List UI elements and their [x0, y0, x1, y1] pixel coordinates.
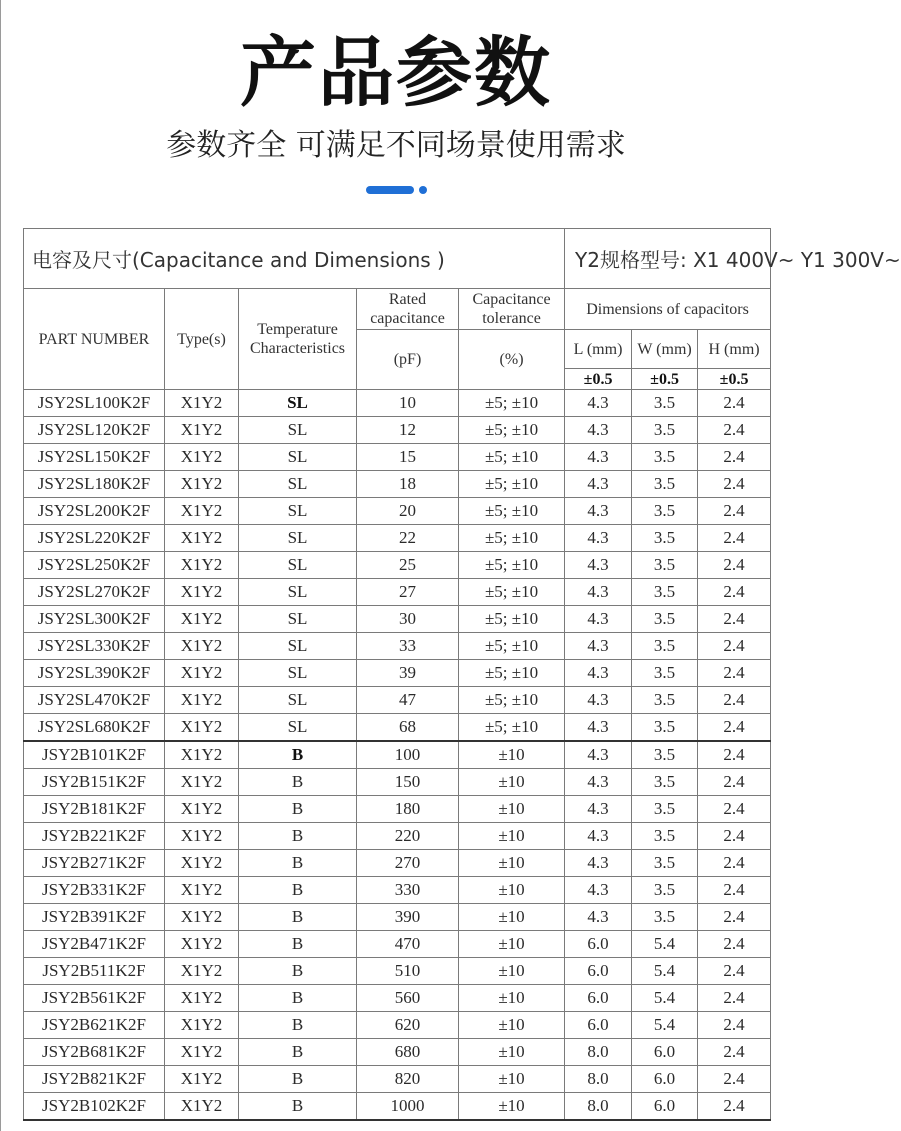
cell-type: X1Y2: [165, 850, 239, 877]
cell-height: 2.4: [698, 714, 771, 742]
cell-tolerance: ±10: [459, 877, 565, 904]
table-row: [24, 687, 771, 714]
cell-type: X1Y2: [165, 498, 239, 525]
table-row: [24, 1066, 771, 1093]
cell-capacitance: 620: [357, 1012, 459, 1039]
header-l-tolerance: ±0.5: [565, 369, 632, 390]
cell-width: 3.5: [632, 877, 698, 904]
cell-height: 2.4: [698, 741, 771, 769]
cell-part-number: JSY2SL680K2F: [24, 714, 165, 742]
cell-capacitance: 30: [357, 606, 459, 633]
cell-tolerance: ±5; ±10: [459, 552, 565, 579]
cell-type: X1Y2: [165, 904, 239, 931]
cell-width: 6.0: [632, 1093, 698, 1121]
cell-type: X1Y2: [165, 552, 239, 579]
cell-temperature: B: [239, 1093, 357, 1121]
cell-type: X1Y2: [165, 579, 239, 606]
cell-type: X1Y2: [165, 660, 239, 687]
cell-height: 2.4: [698, 606, 771, 633]
cell-height: 2.4: [698, 958, 771, 985]
cell-capacitance: 25: [357, 552, 459, 579]
cell-width: 3.5: [632, 904, 698, 931]
header-tolerance-unit: (%): [459, 330, 565, 390]
cell-part-number: JSY2SL220K2F: [24, 525, 165, 552]
cell-part-number: JSY2B821K2F: [24, 1066, 165, 1093]
cell-temperature: B: [239, 741, 357, 769]
cell-capacitance: 470: [357, 931, 459, 958]
cell-capacitance: 680: [357, 1039, 459, 1066]
table-row: [24, 931, 771, 958]
cell-type: X1Y2: [165, 1039, 239, 1066]
cell-width: 3.5: [632, 796, 698, 823]
header-l: L (mm): [565, 330, 632, 369]
cell-capacitance: 27: [357, 579, 459, 606]
cell-width: 3.5: [632, 498, 698, 525]
cell-width: 3.5: [632, 769, 698, 796]
table-row: [24, 958, 771, 985]
cell-type: X1Y2: [165, 606, 239, 633]
cell-tolerance: ±5; ±10: [459, 525, 565, 552]
page-subtitle: 参数齐全 可满足不同场景使用需求: [166, 128, 626, 163]
cell-type: X1Y2: [165, 1093, 239, 1121]
cell-height: 2.4: [698, 687, 771, 714]
cell-part-number: JSY2B621K2F: [24, 1012, 165, 1039]
cell-temperature: SL: [239, 633, 357, 660]
cell-tolerance: ±5; ±10: [459, 633, 565, 660]
cell-part-number: JSY2B391K2F: [24, 904, 165, 931]
cell-height: 2.4: [698, 931, 771, 958]
table-row: [24, 1012, 771, 1039]
cell-width: 3.5: [632, 850, 698, 877]
cell-tolerance: ±10: [459, 823, 565, 850]
cell-tolerance: ±10: [459, 850, 565, 877]
cell-height: 2.4: [698, 1093, 771, 1121]
cell-length: 4.3: [565, 390, 632, 417]
cell-width: 3.5: [632, 741, 698, 769]
cell-tolerance: ±5; ±10: [459, 579, 565, 606]
cell-temperature: B: [239, 985, 357, 1012]
cell-part-number: JSY2B271K2F: [24, 850, 165, 877]
cell-type: X1Y2: [165, 823, 239, 850]
cell-temperature: B: [239, 769, 357, 796]
page-title: 产品参数: [240, 28, 552, 117]
header-row-1: [24, 289, 771, 330]
table-row: [24, 985, 771, 1012]
header-rated-capacitance: Rated capacitance: [357, 289, 459, 330]
cell-tolerance: ±5; ±10: [459, 606, 565, 633]
cell-type: X1Y2: [165, 877, 239, 904]
cell-temperature: B: [239, 904, 357, 931]
cell-height: 2.4: [698, 823, 771, 850]
cell-height: 2.4: [698, 850, 771, 877]
cell-temperature: B: [239, 850, 357, 877]
header-h-tolerance: ±0.5: [698, 369, 771, 390]
cell-height: 2.4: [698, 877, 771, 904]
cell-temperature: B: [239, 823, 357, 850]
cell-temperature: SL: [239, 687, 357, 714]
cell-length: 4.3: [565, 525, 632, 552]
cell-part-number: JSY2B331K2F: [24, 877, 165, 904]
cell-tolerance: ±10: [459, 1039, 565, 1066]
cell-type: X1Y2: [165, 471, 239, 498]
header-w: W (mm): [632, 330, 698, 369]
cell-capacitance: 1000: [357, 1093, 459, 1121]
cell-capacitance: 560: [357, 985, 459, 1012]
cell-length: 4.3: [565, 606, 632, 633]
cell-capacitance: 22: [357, 525, 459, 552]
cell-temperature: B: [239, 796, 357, 823]
table-row: [24, 769, 771, 796]
cell-tolerance: ±10: [459, 1066, 565, 1093]
cell-temperature: SL: [239, 417, 357, 444]
cell-type: X1Y2: [165, 958, 239, 985]
cell-type: X1Y2: [165, 390, 239, 417]
table-banner-row: [24, 229, 771, 289]
cell-temperature: SL: [239, 660, 357, 687]
cell-type: X1Y2: [165, 769, 239, 796]
cell-length: 4.3: [565, 552, 632, 579]
cell-length: 4.3: [565, 579, 632, 606]
cell-temperature: SL: [239, 498, 357, 525]
cell-tolerance: ±5; ±10: [459, 390, 565, 417]
cell-tolerance: ±10: [459, 904, 565, 931]
cell-width: 6.0: [632, 1066, 698, 1093]
cell-temperature: B: [239, 1039, 357, 1066]
cell-part-number: JSY2B221K2F: [24, 823, 165, 850]
cell-capacitance: 100: [357, 741, 459, 769]
cell-part-number: JSY2B561K2F: [24, 985, 165, 1012]
cell-width: 3.5: [632, 552, 698, 579]
cell-height: 2.4: [698, 1066, 771, 1093]
cell-height: 2.4: [698, 1012, 771, 1039]
cell-temperature: SL: [239, 471, 357, 498]
cell-part-number: JSY2SL270K2F: [24, 579, 165, 606]
cell-length: 4.3: [565, 823, 632, 850]
table-row: [24, 525, 771, 552]
table-row: [24, 633, 771, 660]
cell-capacitance: 390: [357, 904, 459, 931]
cell-tolerance: ±5; ±10: [459, 498, 565, 525]
cell-part-number: JSY2SL120K2F: [24, 417, 165, 444]
table-row: [24, 417, 771, 444]
cell-tolerance: ±10: [459, 741, 565, 769]
cell-length: 4.3: [565, 687, 632, 714]
cell-part-number: JSY2SL300K2F: [24, 606, 165, 633]
banner-right: Y2规格型号: X1 400V~ Y1 300V~: [565, 229, 771, 289]
header-tolerance: Capacitance tolerance: [459, 289, 565, 330]
cell-length: 8.0: [565, 1093, 632, 1121]
cell-width: 3.5: [632, 579, 698, 606]
table-row: [24, 552, 771, 579]
cell-temperature: B: [239, 931, 357, 958]
table-row: [24, 1039, 771, 1066]
cell-tolerance: ±5; ±10: [459, 471, 565, 498]
cell-temperature: SL: [239, 444, 357, 471]
cell-capacitance: 270: [357, 850, 459, 877]
cell-tolerance: ±5; ±10: [459, 660, 565, 687]
cell-temperature: B: [239, 877, 357, 904]
cell-length: 4.3: [565, 877, 632, 904]
cell-capacitance: 20: [357, 498, 459, 525]
table-row: [24, 606, 771, 633]
cell-tolerance: ±10: [459, 769, 565, 796]
cell-width: 3.5: [632, 390, 698, 417]
cell-type: X1Y2: [165, 985, 239, 1012]
table-row: [24, 877, 771, 904]
cell-length: 6.0: [565, 958, 632, 985]
cell-type: X1Y2: [165, 633, 239, 660]
cell-width: 3.5: [632, 687, 698, 714]
cell-tolerance: ±10: [459, 985, 565, 1012]
cell-capacitance: 510: [357, 958, 459, 985]
table-row: [24, 579, 771, 606]
table-row: [24, 444, 771, 471]
cell-type: X1Y2: [165, 1066, 239, 1093]
cell-width: 3.5: [632, 606, 698, 633]
cell-length: 6.0: [565, 931, 632, 958]
cell-width: 3.5: [632, 714, 698, 742]
cell-part-number: JSY2SL150K2F: [24, 444, 165, 471]
cell-height: 2.4: [698, 525, 771, 552]
accent-dot: [419, 186, 427, 194]
cell-capacitance: 820: [357, 1066, 459, 1093]
cell-height: 2.4: [698, 633, 771, 660]
cell-part-number: JSY2SL470K2F: [24, 687, 165, 714]
cell-height: 2.4: [698, 904, 771, 931]
table-row: [24, 850, 771, 877]
cell-height: 2.4: [698, 498, 771, 525]
cell-type: X1Y2: [165, 796, 239, 823]
cell-height: 2.4: [698, 444, 771, 471]
cell-type: X1Y2: [165, 417, 239, 444]
cell-capacitance: 33: [357, 633, 459, 660]
cell-type: X1Y2: [165, 687, 239, 714]
cell-type: X1Y2: [165, 525, 239, 552]
cell-part-number: JSY2B181K2F: [24, 796, 165, 823]
table-row: [24, 796, 771, 823]
cell-height: 2.4: [698, 471, 771, 498]
cell-length: 8.0: [565, 1066, 632, 1093]
cell-temperature: SL: [239, 606, 357, 633]
cell-part-number: JSY2SL200K2F: [24, 498, 165, 525]
cell-capacitance: 68: [357, 714, 459, 742]
cell-height: 2.4: [698, 579, 771, 606]
header-w-tolerance: ±0.5: [632, 369, 698, 390]
cell-width: 3.5: [632, 471, 698, 498]
cell-width: 6.0: [632, 1039, 698, 1066]
accent-bar: [366, 186, 414, 194]
cell-length: 8.0: [565, 1039, 632, 1066]
cell-temperature: B: [239, 958, 357, 985]
cell-temperature: B: [239, 1012, 357, 1039]
table-row: [24, 714, 771, 742]
cell-height: 2.4: [698, 796, 771, 823]
cell-length: 4.3: [565, 444, 632, 471]
cell-capacitance: 330: [357, 877, 459, 904]
header-dimensions: Dimensions of capacitors: [565, 289, 771, 330]
cell-width: 3.5: [632, 525, 698, 552]
cell-length: 4.3: [565, 498, 632, 525]
cell-part-number: JSY2SL100K2F: [24, 390, 165, 417]
cell-capacitance: 15: [357, 444, 459, 471]
cell-capacitance: 180: [357, 796, 459, 823]
cell-length: 4.3: [565, 633, 632, 660]
cell-capacitance: 150: [357, 769, 459, 796]
cell-tolerance: ±10: [459, 1093, 565, 1121]
cell-part-number: JSY2SL390K2F: [24, 660, 165, 687]
cell-type: X1Y2: [165, 714, 239, 742]
table-row: [24, 904, 771, 931]
cell-length: 4.3: [565, 741, 632, 769]
cell-length: 4.3: [565, 796, 632, 823]
cell-tolerance: ±5; ±10: [459, 417, 565, 444]
cell-tolerance: ±10: [459, 958, 565, 985]
cell-height: 2.4: [698, 552, 771, 579]
table-row: [24, 498, 771, 525]
cell-width: 3.5: [632, 660, 698, 687]
cell-tolerance: ±10: [459, 796, 565, 823]
cell-length: 4.3: [565, 471, 632, 498]
cell-part-number: JSY2SL180K2F: [24, 471, 165, 498]
cell-tolerance: ±5; ±10: [459, 714, 565, 742]
cell-type: X1Y2: [165, 444, 239, 471]
cell-temperature: SL: [239, 714, 357, 742]
header-h: H (mm): [698, 330, 771, 369]
header-temperature: Temperature Characteristics: [239, 289, 357, 390]
cell-width: 5.4: [632, 958, 698, 985]
cell-width: 3.5: [632, 417, 698, 444]
cell-temperature: SL: [239, 552, 357, 579]
table-row: [24, 823, 771, 850]
cell-height: 2.4: [698, 985, 771, 1012]
cell-part-number: JSY2B471K2F: [24, 931, 165, 958]
cell-capacitance: 47: [357, 687, 459, 714]
cell-length: 6.0: [565, 1012, 632, 1039]
cell-capacitance: 10: [357, 390, 459, 417]
cell-part-number: JSY2SL330K2F: [24, 633, 165, 660]
cell-part-number: JSY2B102K2F: [24, 1093, 165, 1121]
cell-capacitance: 12: [357, 417, 459, 444]
cell-type: X1Y2: [165, 1012, 239, 1039]
cell-capacitance: 220: [357, 823, 459, 850]
cell-type: X1Y2: [165, 931, 239, 958]
cell-length: 4.3: [565, 850, 632, 877]
table-row: [24, 741, 771, 769]
cell-part-number: JSY2SL250K2F: [24, 552, 165, 579]
cell-length: 4.3: [565, 904, 632, 931]
cell-width: 5.4: [632, 931, 698, 958]
cell-height: 2.4: [698, 390, 771, 417]
cell-temperature: B: [239, 1066, 357, 1093]
cell-width: 3.5: [632, 444, 698, 471]
cell-capacitance: 18: [357, 471, 459, 498]
cell-height: 2.4: [698, 417, 771, 444]
table-row: [24, 660, 771, 687]
cell-temperature: SL: [239, 579, 357, 606]
cell-length: 4.3: [565, 714, 632, 742]
cell-tolerance: ±5; ±10: [459, 687, 565, 714]
cell-width: 5.4: [632, 985, 698, 1012]
table-row: [24, 1093, 771, 1121]
cell-tolerance: ±10: [459, 1012, 565, 1039]
cell-part-number: JSY2B511K2F: [24, 958, 165, 985]
cell-length: 4.3: [565, 660, 632, 687]
cell-capacitance: 39: [357, 660, 459, 687]
cell-tolerance: ±10: [459, 931, 565, 958]
cell-part-number: JSY2B151K2F: [24, 769, 165, 796]
cell-part-number: JSY2B101K2F: [24, 741, 165, 769]
cell-type: X1Y2: [165, 741, 239, 769]
table-row: [24, 390, 771, 417]
cell-temperature: SL: [239, 390, 357, 417]
cell-length: 4.3: [565, 417, 632, 444]
cell-height: 2.4: [698, 769, 771, 796]
header-type: Type(s): [165, 289, 239, 390]
cell-length: 6.0: [565, 985, 632, 1012]
cell-temperature: SL: [239, 525, 357, 552]
cell-height: 2.4: [698, 660, 771, 687]
cell-part-number: JSY2B681K2F: [24, 1039, 165, 1066]
cell-length: 4.3: [565, 769, 632, 796]
header-capacitance-unit: (pF): [357, 330, 459, 390]
spec-table: [23, 228, 901, 1121]
header-part-number: PART NUMBER: [24, 289, 165, 390]
banner-left: 电容及尺寸(Capacitance and Dimensions ): [24, 229, 565, 289]
table-row: [24, 471, 771, 498]
cell-width: 3.5: [632, 823, 698, 850]
cell-height: 2.4: [698, 1039, 771, 1066]
cell-tolerance: ±5; ±10: [459, 444, 565, 471]
cell-width: 5.4: [632, 1012, 698, 1039]
cell-width: 3.5: [632, 633, 698, 660]
